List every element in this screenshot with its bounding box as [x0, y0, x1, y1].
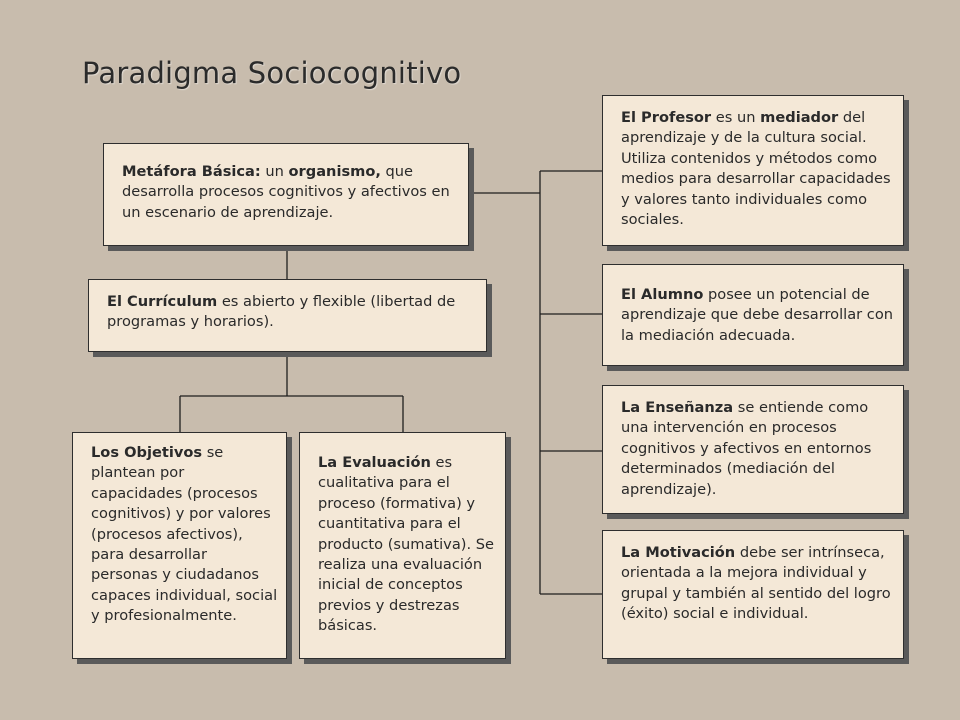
profesor-label: El Profesor	[621, 109, 712, 126]
objetivos-text: se plantean por capacidades (procesos cognitivos) y por valores (procesos afectivos), para desarrollar personas y ciudadanos capaces individual, social y profesionalmente.	[91, 444, 278, 625]
profesor-text-1: es un	[711, 109, 761, 126]
profesor-text-2: del aprendizaje y de la cultura social. Utiliza contenidos y métodos como medios para desarrollar capacidades y valores tanto individuales como sociales.	[621, 109, 891, 229]
node-motivacion	[602, 530, 904, 659]
alumno-text: posee un potencial de aprendizaje que debe desarrollar con la mediación adecuada.	[621, 286, 893, 344]
node-curriculum	[88, 279, 487, 352]
metafora-text-1: un	[260, 163, 289, 180]
evaluacion-label: La Evaluación	[318, 454, 431, 471]
node-objetivos	[72, 432, 287, 659]
profesor-keyword: mediador	[760, 109, 839, 126]
metafora-label: Metáfora Básica:	[122, 163, 261, 180]
node-ensenanza	[602, 385, 904, 514]
page-title: Paradigma Sociocognitivo	[82, 56, 462, 90]
node-profesor	[602, 95, 904, 246]
node-evaluacion	[299, 432, 506, 659]
alumno-label: El Alumno	[621, 286, 704, 303]
metafora-keyword: organismo,	[288, 163, 381, 180]
curriculum-text: es abierto y flexible (libertad de programas y horarios).	[107, 293, 456, 331]
ensenanza-label: La Enseñanza	[621, 399, 734, 416]
metafora-text-2: que desarrolla procesos cognitivos y afectivos en un escenario de aprendizaje.	[122, 163, 450, 221]
motivacion-label: La Motivación	[621, 544, 736, 561]
node-metafora-basica	[103, 143, 469, 246]
motivacion-text: debe ser intrínseca, orientada a la mejora individual y grupal y también al sentido del logro (éxito) social e individual.	[621, 544, 891, 623]
objetivos-label: Los Objetivos	[91, 444, 203, 461]
curriculum-label: El Currículum	[107, 293, 218, 310]
ensenanza-text: se entiende como una intervención en procesos cognitivos y afectivos en entornos determinados (mediación del aprendizaje).	[621, 399, 872, 498]
evaluacion-text: es cualitativa para el proceso (formativa) y cuantitativa para el producto (sumativa). Se realiza una evaluación inicial de conceptos previos y destrezas básicas.	[318, 454, 494, 635]
node-alumno	[602, 264, 904, 366]
